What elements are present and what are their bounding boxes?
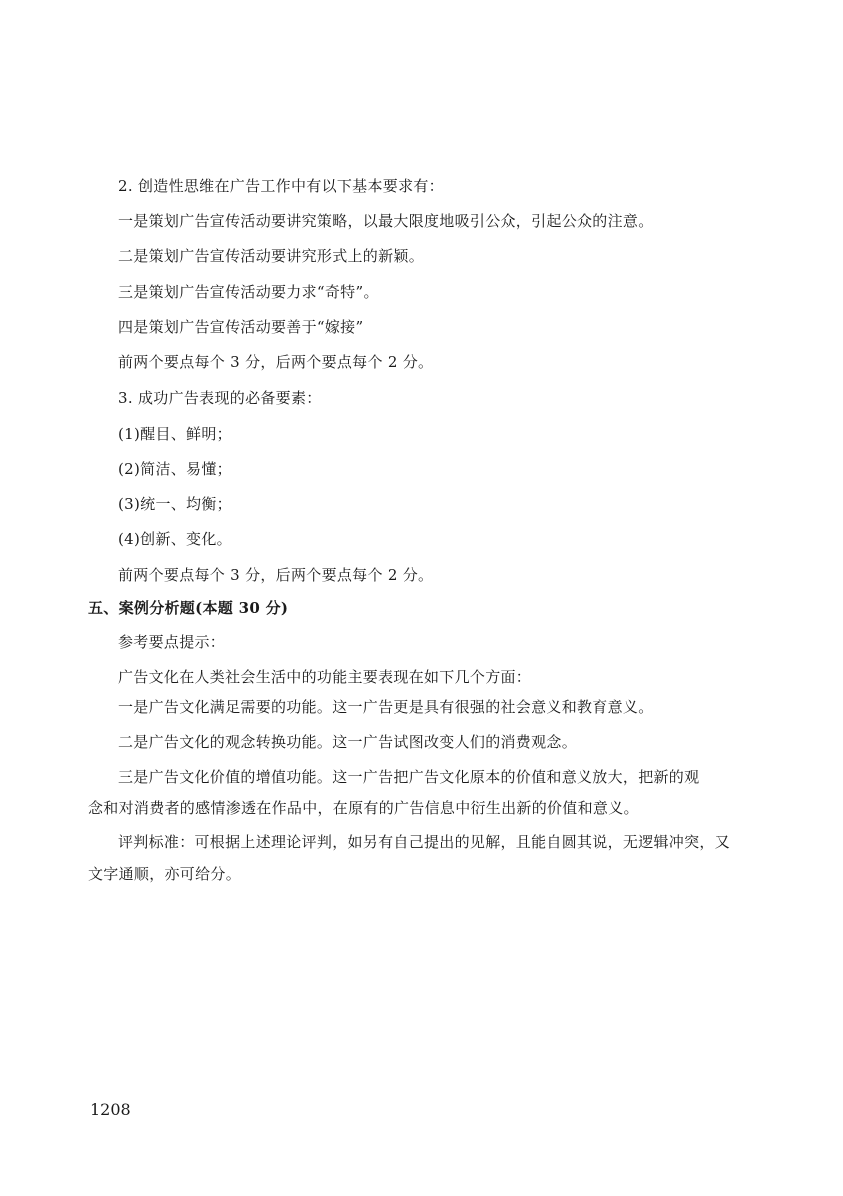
requirement-4: 四是策划广告宣传活动要善于“嫁接” bbox=[118, 318, 364, 336]
function-3-line-2: 念和对消费者的感情渗透在作品中，在原有的广告信息中衍生出新的价值和意义。 bbox=[88, 799, 639, 817]
requirement-1: 一是策划广告宣传活动要讲究策略，以最大限度地吸引公众，引起公众的注意。 bbox=[118, 212, 654, 230]
scoring-note-1: 前两个要点每个 3 分，后两个要点每个 2 分。 bbox=[118, 353, 434, 371]
requirement-2: 二是策划广告宣传活动要讲究形式上的新颖。 bbox=[118, 247, 425, 265]
function-2: 二是广告文化的观念转换功能。这一广告试图改变人们的消费观念。 bbox=[118, 733, 578, 751]
requirement-3: 三是策划广告宣传活动要力求“奇特”。 bbox=[118, 283, 379, 301]
element-3: (3)统一、均衡； bbox=[118, 495, 232, 513]
criteria-line-2: 文字通顺，亦可给分。 bbox=[88, 865, 242, 883]
element-1: (1)醒目、鲜明； bbox=[118, 425, 232, 443]
criteria-line-1: 评判标准：可根据上述理论评判，如另有自己提出的见解，且能自圆其说，无逻辑冲突，又 bbox=[118, 833, 731, 851]
function-3-line-1: 三是广告文化价值的增值功能。这一广告把广告文化原本的价值和意义放大，把新的观 bbox=[118, 768, 700, 786]
function-1: 一是广告文化满足需要的功能。这一广告更是具有很强的社会意义和教育意义。 bbox=[118, 698, 654, 716]
reference-hint: 参考要点提示： bbox=[118, 633, 226, 651]
item-2-heading: 2. 创造性思维在广告工作中有以下基本要求有： bbox=[118, 177, 444, 195]
item-3-heading: 3. 成功广告表现的必备要素： bbox=[118, 389, 322, 407]
section-5-heading: 五、案例分析题(本题 30 分) bbox=[88, 599, 289, 617]
element-4: (4)创新、变化。 bbox=[118, 530, 232, 548]
page-number: 1208 bbox=[90, 1100, 131, 1119]
element-2: (2)简洁、易懂； bbox=[118, 460, 232, 478]
scoring-note-2: 前两个要点每个 3 分，后两个要点每个 2 分。 bbox=[118, 566, 434, 584]
functions-intro: 广告文化在人类社会生活中的功能主要表现在如下几个方面： bbox=[118, 668, 532, 686]
